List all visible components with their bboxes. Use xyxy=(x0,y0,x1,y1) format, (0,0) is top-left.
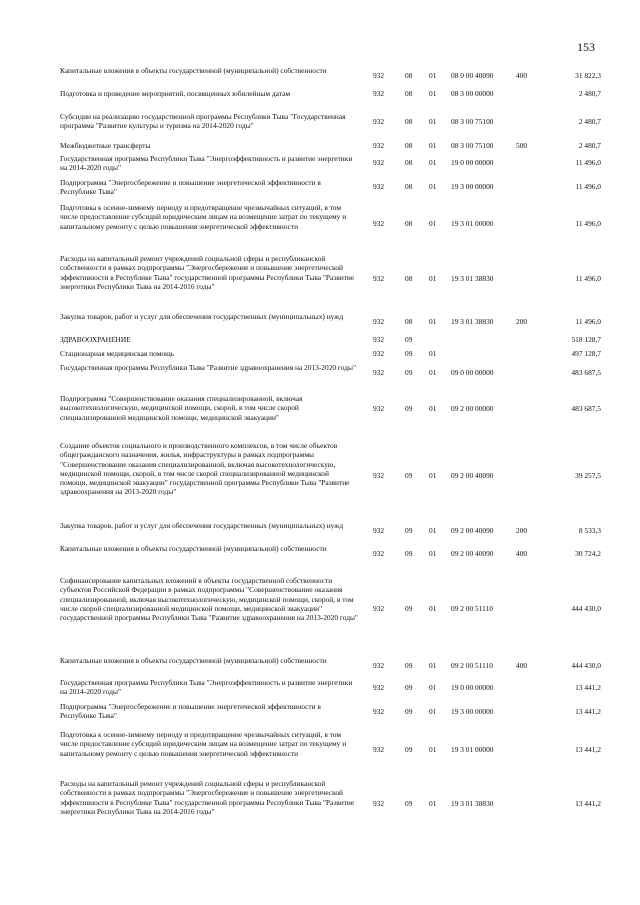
expense-type-code: 400 xyxy=(516,549,528,558)
row-description: Расходы на капитальный ремонт учреждений социальной сферы и республиканской собственности в рамках подпрограммы "Энергосбережение и повышение энергетической эффективности в Республике Тыва" государственной программы Республики Тыва "Развитие энергетики Республики Тыва на 2014-2016 годы" xyxy=(60,779,355,816)
expense-type-code: 400 xyxy=(516,661,528,670)
section-code: 09 xyxy=(405,404,413,413)
row-description: Подпрограмма "Совершенствование оказания специализированной, включая высокотехнологическую, медицинской помощи, скорой, в том числе скорой специализированной медицинской помощи, медицинской эвакуации" xyxy=(60,394,303,422)
admin-code: 932 xyxy=(373,683,385,692)
target-article-code: 08 0 00 40090 xyxy=(451,71,494,80)
target-article-code: 08 3 00 00000 xyxy=(451,89,494,98)
admin-code: 932 xyxy=(373,604,385,613)
row-description: Государственная программа Республики Тыва "Энергоэффективность и развитие энергетики на 2014-2020 годы" xyxy=(60,154,353,173)
admin-code: 932 xyxy=(373,526,385,535)
section-code: 09 xyxy=(405,349,413,358)
target-article-code: 19 3 01 38830 xyxy=(451,799,494,808)
admin-code: 932 xyxy=(373,158,385,167)
section-code: 09 xyxy=(405,471,413,480)
target-article-code: 08 3 00 75100 xyxy=(451,117,494,126)
amount: 30 724,2 xyxy=(575,549,601,558)
subsection-code: 01 xyxy=(429,274,437,283)
amount: 2 480,7 xyxy=(578,141,601,150)
target-article-code: 09 2 00 40090 xyxy=(451,526,494,535)
expense-type-code: 200 xyxy=(516,317,528,326)
amount: 11 496,0 xyxy=(575,274,601,283)
subsection-code: 01 xyxy=(429,604,437,613)
subsection-code: 01 xyxy=(429,349,437,358)
admin-code: 932 xyxy=(373,471,385,480)
row-description: Государственная программа Республики Тыва "Энергоэффективность и развитие энергетики на 2014-2020 годы" xyxy=(60,678,353,697)
section-code: 09 xyxy=(405,661,413,670)
section-code: 09 xyxy=(405,604,413,613)
target-article-code: 19 3 01 38830 xyxy=(451,274,494,283)
amount: 13 441,2 xyxy=(575,745,601,754)
row-description: Подпрограмма "Энергосбережение и повышение энергетической эффективности в Республике Тыва" xyxy=(60,702,321,721)
target-article-code: 08 3 00 75100 xyxy=(451,141,494,150)
target-article-code: 09 2 00 40090 xyxy=(451,471,494,480)
target-article-code: 19 3 01 00000 xyxy=(451,219,494,228)
target-article-code: 09 2 00 51110 xyxy=(451,661,493,670)
section-code: 08 xyxy=(405,117,413,126)
admin-code: 932 xyxy=(373,71,385,80)
section-code: 08 xyxy=(405,158,413,167)
amount: 31 822,3 xyxy=(575,71,601,80)
section-code: 09 xyxy=(405,745,413,754)
admin-code: 932 xyxy=(373,219,385,228)
row-description: Подготовка к осенне-зимнему периоду и предотвращение чрезвычайных ситуаций, в том числе предоставление субсидий юридическим лицам на возмещение затрат по текущему и капитальному ремонту с целью повышения энергетической эффективности xyxy=(60,203,347,231)
section-code: 08 xyxy=(405,274,413,283)
subsection-code: 01 xyxy=(429,526,437,535)
amount: 444 430,0 xyxy=(571,661,601,670)
row-description: Подготовка и проведение мероприятий, посвященных юбилейным датам xyxy=(60,89,291,98)
amount: 11 496,0 xyxy=(575,317,601,326)
target-article-code: 19 0 00 00000 xyxy=(451,158,494,167)
row-description: Создание объектов социального и производственного комплексов, в том числе объектов общегражданского назначения, жилья, инфраструктуры в рамках подпрограммы "Совершенствование оказания специализированной, включая высокотехнологическую, медицинской помощи, скорой, в том числе скорой специализированной медицинской помощи, медицинской эвакуации" государственной программы Республики Тыва "Развитие здравоохранения на 2013-2020 годы" xyxy=(60,441,350,497)
section-code: 08 xyxy=(405,141,413,150)
amount: 8 533,3 xyxy=(578,526,601,535)
row-description: Софинансирование капитальных вложений в объекты государственной собственности субъектов Российской Федерации в рамках подпрограммы "Совершенствование оказания специализированной, включая высокотехнологическую, медицинской помощи, скорой, в том числе скорой специализированной медицинской помощи, медицинской эвакуации" государственной программы Республики Тыва "Развитие здравоохранения на 2013-2020 годы" xyxy=(60,576,358,623)
subsection-code: 01 xyxy=(429,471,437,480)
amount: 497 128,7 xyxy=(571,349,601,358)
row-description: Межбюджетные трансферты xyxy=(60,141,151,150)
amount: 39 257,5 xyxy=(575,471,601,480)
target-article-code: 19 3 01 38830 xyxy=(451,317,494,326)
subsection-code: 01 xyxy=(429,219,437,228)
row-description: Закупка товаров, работ и услуг для обеспечения государственных (муниципальных) нужд xyxy=(60,312,344,321)
target-article-code: 19 3 00 00000 xyxy=(451,182,494,191)
admin-code: 932 xyxy=(373,661,385,670)
amount: 11 496,0 xyxy=(575,219,601,228)
admin-code: 932 xyxy=(373,141,385,150)
amount: 2 480,7 xyxy=(578,117,601,126)
expense-type-code: 400 xyxy=(516,71,528,80)
row-description: Стационарная медицинская помощь xyxy=(60,349,175,358)
amount: 11 496,0 xyxy=(575,158,601,167)
row-description: Капитальные вложения в объекты государственной (муниципальной) собственности xyxy=(60,544,327,553)
amount: 11 496,0 xyxy=(575,182,601,191)
section-code: 08 xyxy=(405,89,413,98)
row-description: Расходы на капитальный ремонт учреждений социальной сферы и республиканской собственности в рамках подпрограммы "Энергосбережение и повышение энергетической эффективности в Республике Тыва" государственной программы Республики Тыва "Развитие энергетики Республики Тыва на 2014-2016 годы" xyxy=(60,254,355,291)
amount: 518 128,7 xyxy=(571,335,601,344)
section-code: 09 xyxy=(405,707,413,716)
subsection-code: 01 xyxy=(429,141,437,150)
row-description: Государственная программа Республики Тыва "Развитие здравоохранения на 2013-2020 годы" xyxy=(60,363,357,372)
admin-code: 932 xyxy=(373,707,385,716)
subsection-code: 01 xyxy=(429,661,437,670)
subsection-code: 01 xyxy=(429,158,437,167)
amount: 13 441,2 xyxy=(575,707,601,716)
target-article-code: 09 2 00 00000 xyxy=(451,404,494,413)
row-description: ЗДРАВООХРАНЕНИЕ xyxy=(60,335,131,344)
admin-code: 932 xyxy=(373,745,385,754)
target-article-code: 09 2 00 51110 xyxy=(451,604,493,613)
amount: 13 441,2 xyxy=(575,799,601,808)
section-code: 09 xyxy=(405,799,413,808)
amount: 2 480,7 xyxy=(578,89,601,98)
row-description: Капитальные вложения в объекты государственной (муниципальной) собственности xyxy=(60,656,327,665)
subsection-code: 01 xyxy=(429,549,437,558)
row-description: Капитальные вложения в объекты государственной (муниципальной) собственности xyxy=(60,66,327,75)
subsection-code: 01 xyxy=(429,182,437,191)
admin-code: 932 xyxy=(373,404,385,413)
subsection-code: 01 xyxy=(429,683,437,692)
amount: 444 430,0 xyxy=(571,604,601,613)
page-number: 153 xyxy=(577,40,595,54)
row-description: Подпрограмма "Энергосбережение и повышение энергетической эффективности в Республике Тыва" xyxy=(60,178,321,197)
section-code: 09 xyxy=(405,335,413,344)
admin-code: 932 xyxy=(373,117,385,126)
admin-code: 932 xyxy=(373,182,385,191)
section-code: 09 xyxy=(405,549,413,558)
amount: 13 441,2 xyxy=(575,683,601,692)
section-code: 08 xyxy=(405,182,413,191)
amount: 483 687,5 xyxy=(571,404,601,413)
target-article-code: 09 0 00 00000 xyxy=(451,368,494,377)
target-article-code: 09 2 00 40090 xyxy=(451,549,494,558)
section-code: 08 xyxy=(405,219,413,228)
subsection-code: 01 xyxy=(429,707,437,716)
admin-code: 932 xyxy=(373,368,385,377)
subsection-code: 01 xyxy=(429,89,437,98)
subsection-code: 01 xyxy=(429,117,437,126)
subsection-code: 01 xyxy=(429,317,437,326)
expense-type-code: 500 xyxy=(516,141,528,150)
target-article-code: 19 3 01 00000 xyxy=(451,745,494,754)
row-description: Закупка товаров, работ и услуг для обеспечения государственных (муниципальных) нужд xyxy=(60,521,344,530)
row-description: Субсидии на реализацию государственной программы Республики Тыва "Государственная программа "Развитие культуры и туризма на 2014-2020 годы" xyxy=(60,112,346,131)
subsection-code: 01 xyxy=(429,404,437,413)
subsection-code: 01 xyxy=(429,71,437,80)
target-article-code: 19 3 00 00000 xyxy=(451,707,494,716)
section-code: 08 xyxy=(405,317,413,326)
amount: 483 687,5 xyxy=(571,368,601,377)
admin-code: 932 xyxy=(373,89,385,98)
subsection-code: 01 xyxy=(429,799,437,808)
section-code: 09 xyxy=(405,526,413,535)
admin-code: 932 xyxy=(373,799,385,808)
section-code: 08 xyxy=(405,71,413,80)
target-article-code: 19 0 00 00000 xyxy=(451,683,494,692)
subsection-code: 01 xyxy=(429,368,437,377)
admin-code: 932 xyxy=(373,274,385,283)
admin-code: 932 xyxy=(373,317,385,326)
admin-code: 932 xyxy=(373,349,385,358)
section-code: 09 xyxy=(405,683,413,692)
admin-code: 932 xyxy=(373,549,385,558)
row-description: Подготовка к осенне-зимнему периоду и предотвращение чрезвычайных ситуаций, в том числе предоставление субсидий юридическим лицам на возмещение затрат по текущему и капитальному ремонту с целью повышения энергетической эффективности xyxy=(60,730,347,758)
subsection-code: 01 xyxy=(429,745,437,754)
section-code: 09 xyxy=(405,368,413,377)
admin-code: 932 xyxy=(373,335,385,344)
expense-type-code: 200 xyxy=(516,526,528,535)
